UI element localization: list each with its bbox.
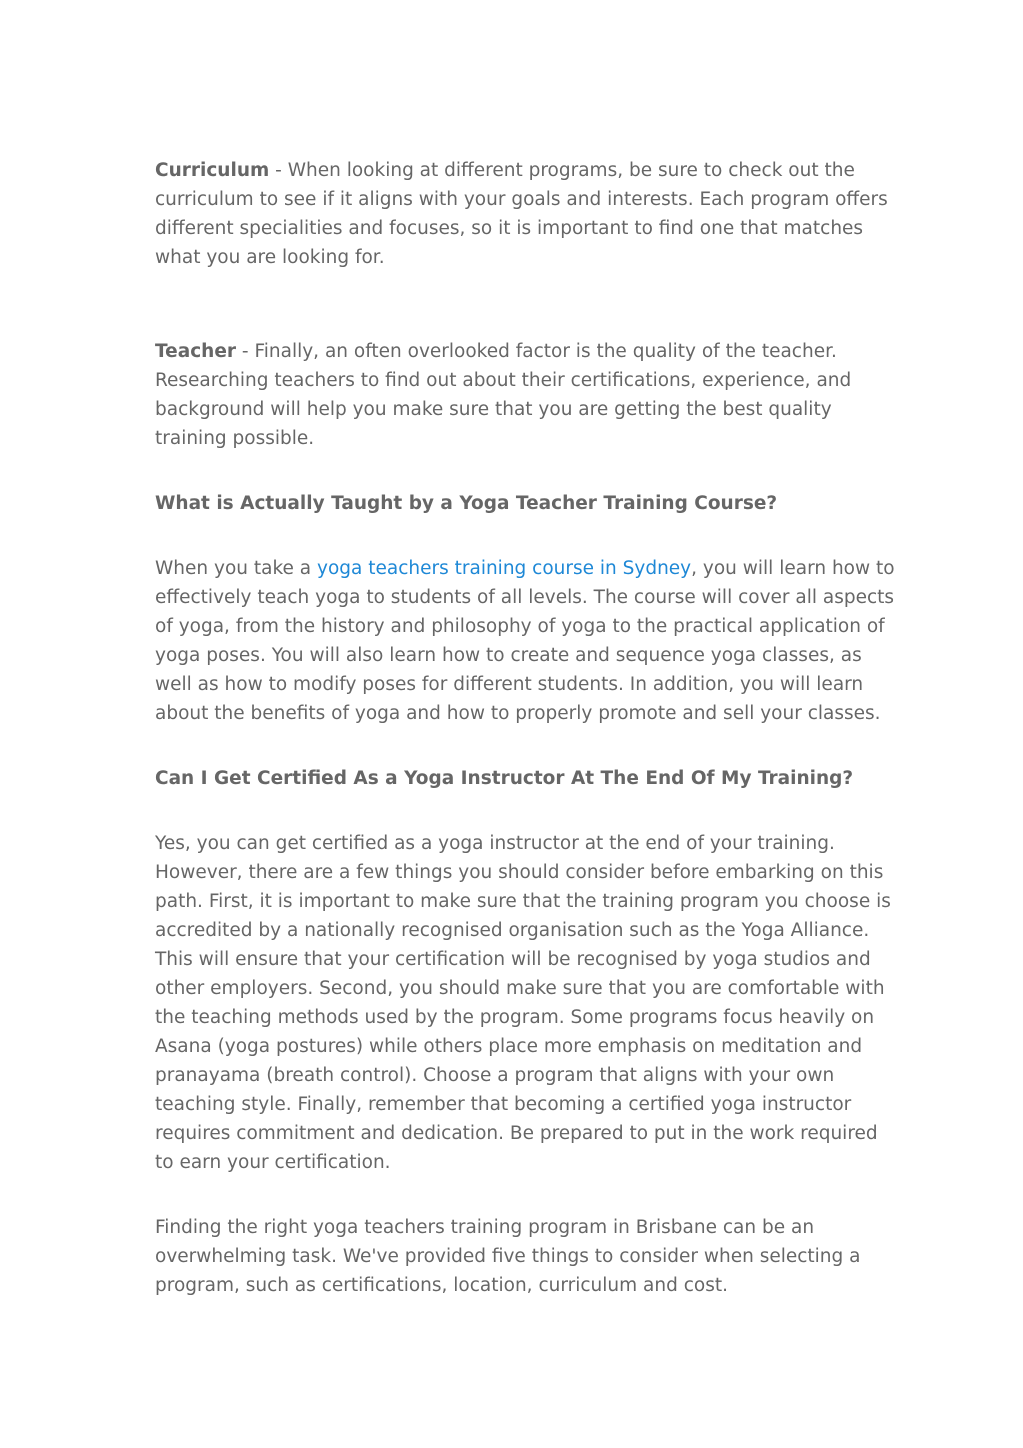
- teacher-term: Teacher: [155, 341, 237, 362]
- section-heading-certified: Can I Get Certified As a Yoga Instructor At The End Of My Training?: [155, 768, 854, 789]
- section-heading-taught: What is Actually Taught by a Yoga Teacher Training Course?: [155, 493, 778, 514]
- document-page: [155, 156, 895, 1300]
- certified-paragraph: Yes, you can get certified as a yoga instructor at the end of your training. However, there are a few things you should consider before embarking on this path. First, it is important to make sure that the training program you choose is accredited by a nationally recognised organisation such as the Yoga Alliance. This will ensure that your certification will be recognised by yoga studios and other employers. Second, you should make sure that you are comfortable with the teaching methods used by the program. Some programs focus heavily on Asana (yoga postures) while others place more emphasis on meditation and pranayama (breath control). Choose a program that aligns with your own teaching style. Finally, remember that becoming a certified yoga instructor requires commitment and dedication. Be prepared to put in the work required to earn your certification.: [155, 833, 891, 1173]
- sydney-course-link[interactable]: yoga teachers training course in Sydney: [317, 558, 692, 579]
- taught-text-after: , you will learn how to effectively teach yoga to students of all levels. The course will cover all aspects of yoga, from the history and philosophy of yoga to the practical application of yoga poses. You will also learn how to create and sequence yoga classes, as well as how to modify poses for different students. In addition, you will learn about the benefits of yoga and how to properly promote and sell your classes.: [155, 558, 895, 724]
- taught-paragraph: [155, 554, 895, 728]
- teacher-text: - Finally, an often overlooked factor is the quality of the teacher. Researching teachers to find out about their certifications, experience, and background will help you make sure that you are getting the best quality training possible.: [155, 341, 852, 449]
- curriculum-term: Curriculum: [155, 160, 270, 181]
- taught-text-before: When you take a: [155, 558, 318, 579]
- closing-paragraph: Finding the right yoga teachers training program in Brisbane can be an overwhelming task. We've provided five things to consider when selecting a program, such as certifications, location, curriculum and cost.: [155, 1217, 861, 1296]
- teacher-paragraph: [155, 337, 895, 453]
- curriculum-text: - When looking at different programs, be sure to check out the curriculum to see if it aligns with your goals and interests. Each program offers different specialities and focuses, so it is important to find one that matches what you are looking for.: [155, 160, 888, 268]
- curriculum-paragraph: [155, 156, 895, 272]
